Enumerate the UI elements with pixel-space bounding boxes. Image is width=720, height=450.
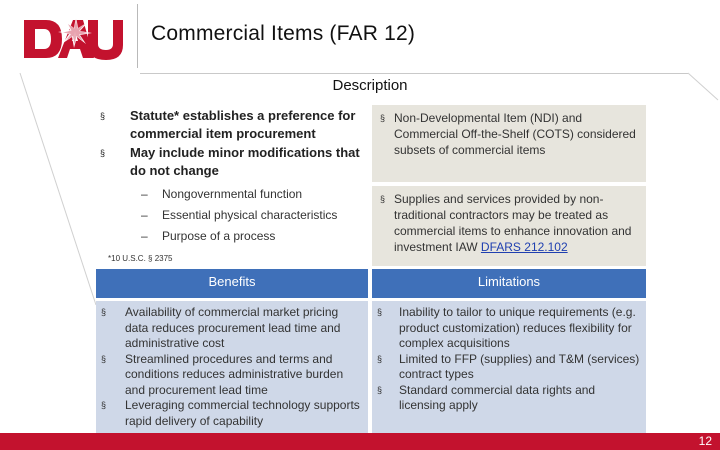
list-item bbox=[96, 352, 362, 399]
top-rule bbox=[140, 73, 688, 74]
sub-item-text: Purpose of a process bbox=[162, 229, 276, 243]
ndi-cots-box bbox=[372, 105, 646, 182]
dau-logo bbox=[22, 16, 124, 62]
list-item bbox=[372, 383, 640, 414]
bullet-text: Statute* establishes a preference for commercial item procurement bbox=[130, 108, 356, 141]
sub-item bbox=[96, 208, 368, 222]
list-item-text: Standard commercial data rights and licensing apply bbox=[399, 382, 596, 412]
page-title: Commercial Items (FAR 12) bbox=[151, 22, 416, 45]
limitations-header: Limitations bbox=[372, 269, 646, 298]
bullet-marker: § bbox=[377, 353, 383, 364]
sub-item-text: Essential physical characteristics bbox=[162, 208, 338, 222]
bullet-marker: § bbox=[101, 400, 107, 410]
list-item bbox=[96, 398, 362, 429]
bullet-marker: § bbox=[101, 353, 107, 364]
bullet-marker: § bbox=[100, 111, 106, 121]
box-item bbox=[372, 186, 646, 255]
bullet-marker: § bbox=[377, 384, 383, 395]
description-left bbox=[96, 107, 368, 243]
sub-list bbox=[96, 187, 368, 243]
limitations-list bbox=[372, 301, 646, 414]
description-heading: Description bbox=[332, 77, 408, 94]
dfars-link[interactable]: DFARS 212.102 bbox=[480, 240, 568, 254]
nontraditional-box bbox=[372, 186, 646, 266]
limitations-panel bbox=[372, 301, 646, 433]
box-item bbox=[372, 105, 646, 158]
list-item-text: Streamlined procedures and terms and conditions reduces administrative burden and procurement lead time bbox=[125, 351, 344, 397]
bullet-marker: § bbox=[101, 307, 107, 317]
list-item bbox=[372, 352, 640, 383]
dash-marker: – bbox=[141, 187, 148, 201]
list-item-text: Limited to FFP (supplies) and T&M (services) contract types bbox=[399, 351, 640, 381]
dash-marker: – bbox=[141, 229, 148, 243]
sub-item bbox=[96, 229, 368, 243]
footnote: *10 U.S.C. § 2375 bbox=[108, 254, 173, 263]
benefits-panel bbox=[96, 301, 368, 433]
list-item bbox=[372, 305, 640, 352]
benefits-list bbox=[96, 301, 368, 429]
bullet-marker: § bbox=[100, 148, 106, 158]
bullet-marker: § bbox=[380, 113, 386, 123]
description-bullet bbox=[96, 144, 368, 180]
bullet-text: May include minor modifications that do not change bbox=[130, 145, 360, 178]
footer-bar bbox=[0, 433, 720, 450]
title-divider bbox=[137, 4, 138, 68]
sub-item bbox=[96, 187, 368, 201]
description-bullet bbox=[96, 107, 368, 143]
bullet-marker: § bbox=[377, 307, 383, 317]
dash-marker: – bbox=[141, 208, 148, 222]
sub-item-text: Nongovernmental function bbox=[162, 187, 303, 201]
list-item-text: Inability to tailor to unique requirements (e.g. product customization) reduces flexibility for complex acquisitions bbox=[399, 305, 636, 350]
bullet-marker: § bbox=[380, 194, 386, 204]
list-item-text: Leveraging commercial technology supports rapid delivery of capability bbox=[125, 398, 360, 428]
list-item bbox=[96, 305, 362, 352]
benefits-header: Benefits bbox=[96, 269, 368, 298]
page-number: 12 bbox=[698, 434, 712, 448]
box-text: Supplies and services provided by non-traditional contractors may be treated as commercial items to enhance innovation and investment IAW bbox=[394, 192, 632, 254]
box-text: Non-Developmental Item (NDI) and Commercial Off-the-Shelf (COTS) considered subsets of commercial items bbox=[394, 111, 636, 157]
list-item-text: Availability of commercial market pricing data reduces procurement lead time and administrative cost bbox=[125, 305, 341, 350]
